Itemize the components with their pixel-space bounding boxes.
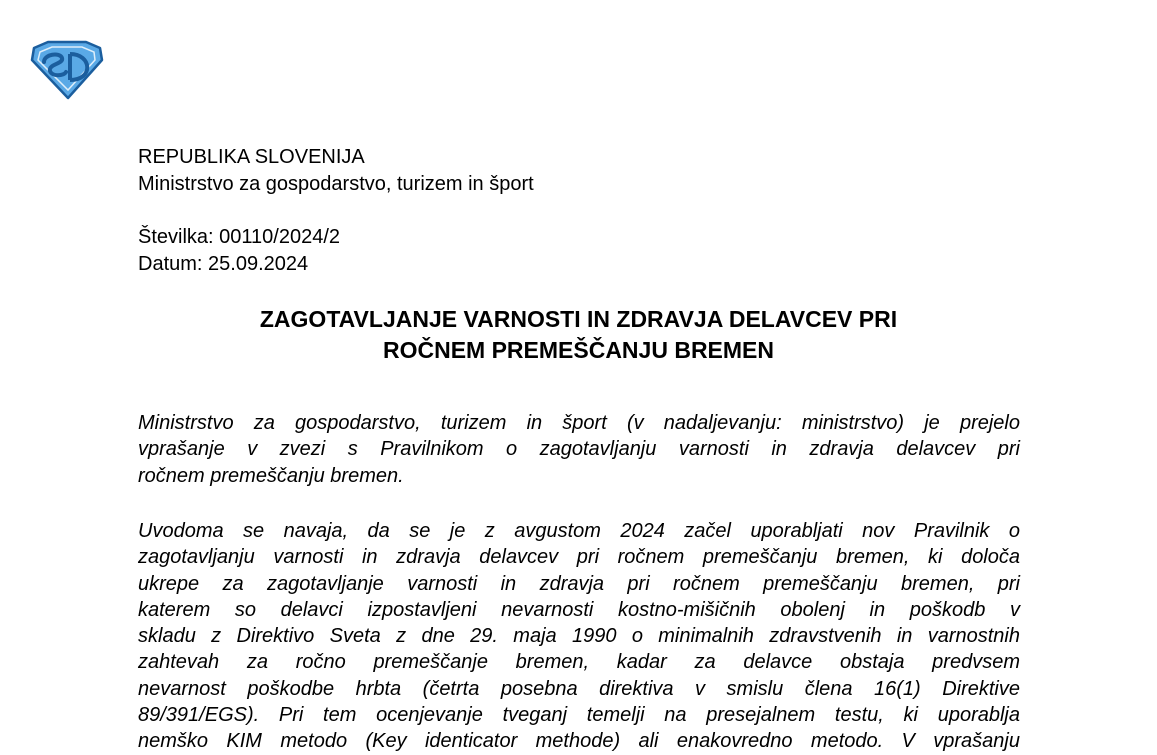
paragraph-line: zagotavljanju varnosti in zdravja delavcev pri ročnem premeščanju bremen, ki določa (138, 546, 1020, 569)
paragraph-line: 89/391/EGS). Pri tem ocenjevanje tveganj temelji na presejalnem testu, ki uporablja (138, 704, 1020, 727)
document-title (0, 304, 1157, 366)
paragraph-line: Uvodoma se navaja, da se je z avgustom 2024 začel uporabljati nov Pravilnik o (138, 520, 1020, 542)
document-meta (138, 224, 340, 278)
paragraph-line: vprašanje v zvezi s Pravilnikom o zagotavljanju varnosti in zdravja delavcev pri (138, 438, 1020, 461)
sd-logo-icon (30, 40, 104, 100)
title-line: ZAGOTAVLJANJE VARNOSTI IN ZDRAVJA DELAVCEV PRI (259, 306, 898, 332)
country-name: REPUBLIKA SLOVENIJA (138, 146, 365, 168)
ministry-name: Ministrstvo za gospodarstvo, turizem in šport (138, 173, 534, 195)
document-date: Datum: 25.09.2024 (138, 253, 309, 275)
paragraph-intro (138, 410, 1020, 489)
paragraph-line: nevarnost poškodbe hrbta (četrta posebna direktiva v smislu člena 16(1) Direktive (138, 677, 1020, 700)
paragraph-line: zahtevah za ročno premeščanje bremen, kadar za delavce obstaja predvsem (138, 651, 1020, 674)
paragraph-line: nemško KIM metodo (Key identicator methode) ali enakovredno metodo. V vprašanju (138, 730, 1020, 753)
paragraph-context (138, 518, 1020, 755)
logo (30, 40, 104, 100)
paragraph-line: skladu z Direktivo Sveta z dne 29. maja 1990 o minimalnih zdravstvenih in varnostnih (138, 625, 1020, 648)
paragraph-line: ročnem premeščanju bremen. (138, 464, 404, 487)
title-line: ROČNEM PREMEŠČANJU BREMEN (382, 337, 775, 363)
letterhead (138, 144, 534, 198)
paragraph-line: Ministrstvo za gospodarstvo, turizem in šport (v nadaljevanju: ministrstvo) je prejelo (138, 412, 1020, 434)
document-number: Številka: 00110/2024/2 (138, 226, 341, 248)
paragraph-line: ukrepe za zagotavljanje varnosti in zdravja pri ročnem premeščanju bremen, pri (138, 572, 1020, 595)
paragraph-line: katerem so delavci izpostavljeni nevarnosti kostno-mišičnih obolenj in poškodb v (138, 598, 1020, 621)
